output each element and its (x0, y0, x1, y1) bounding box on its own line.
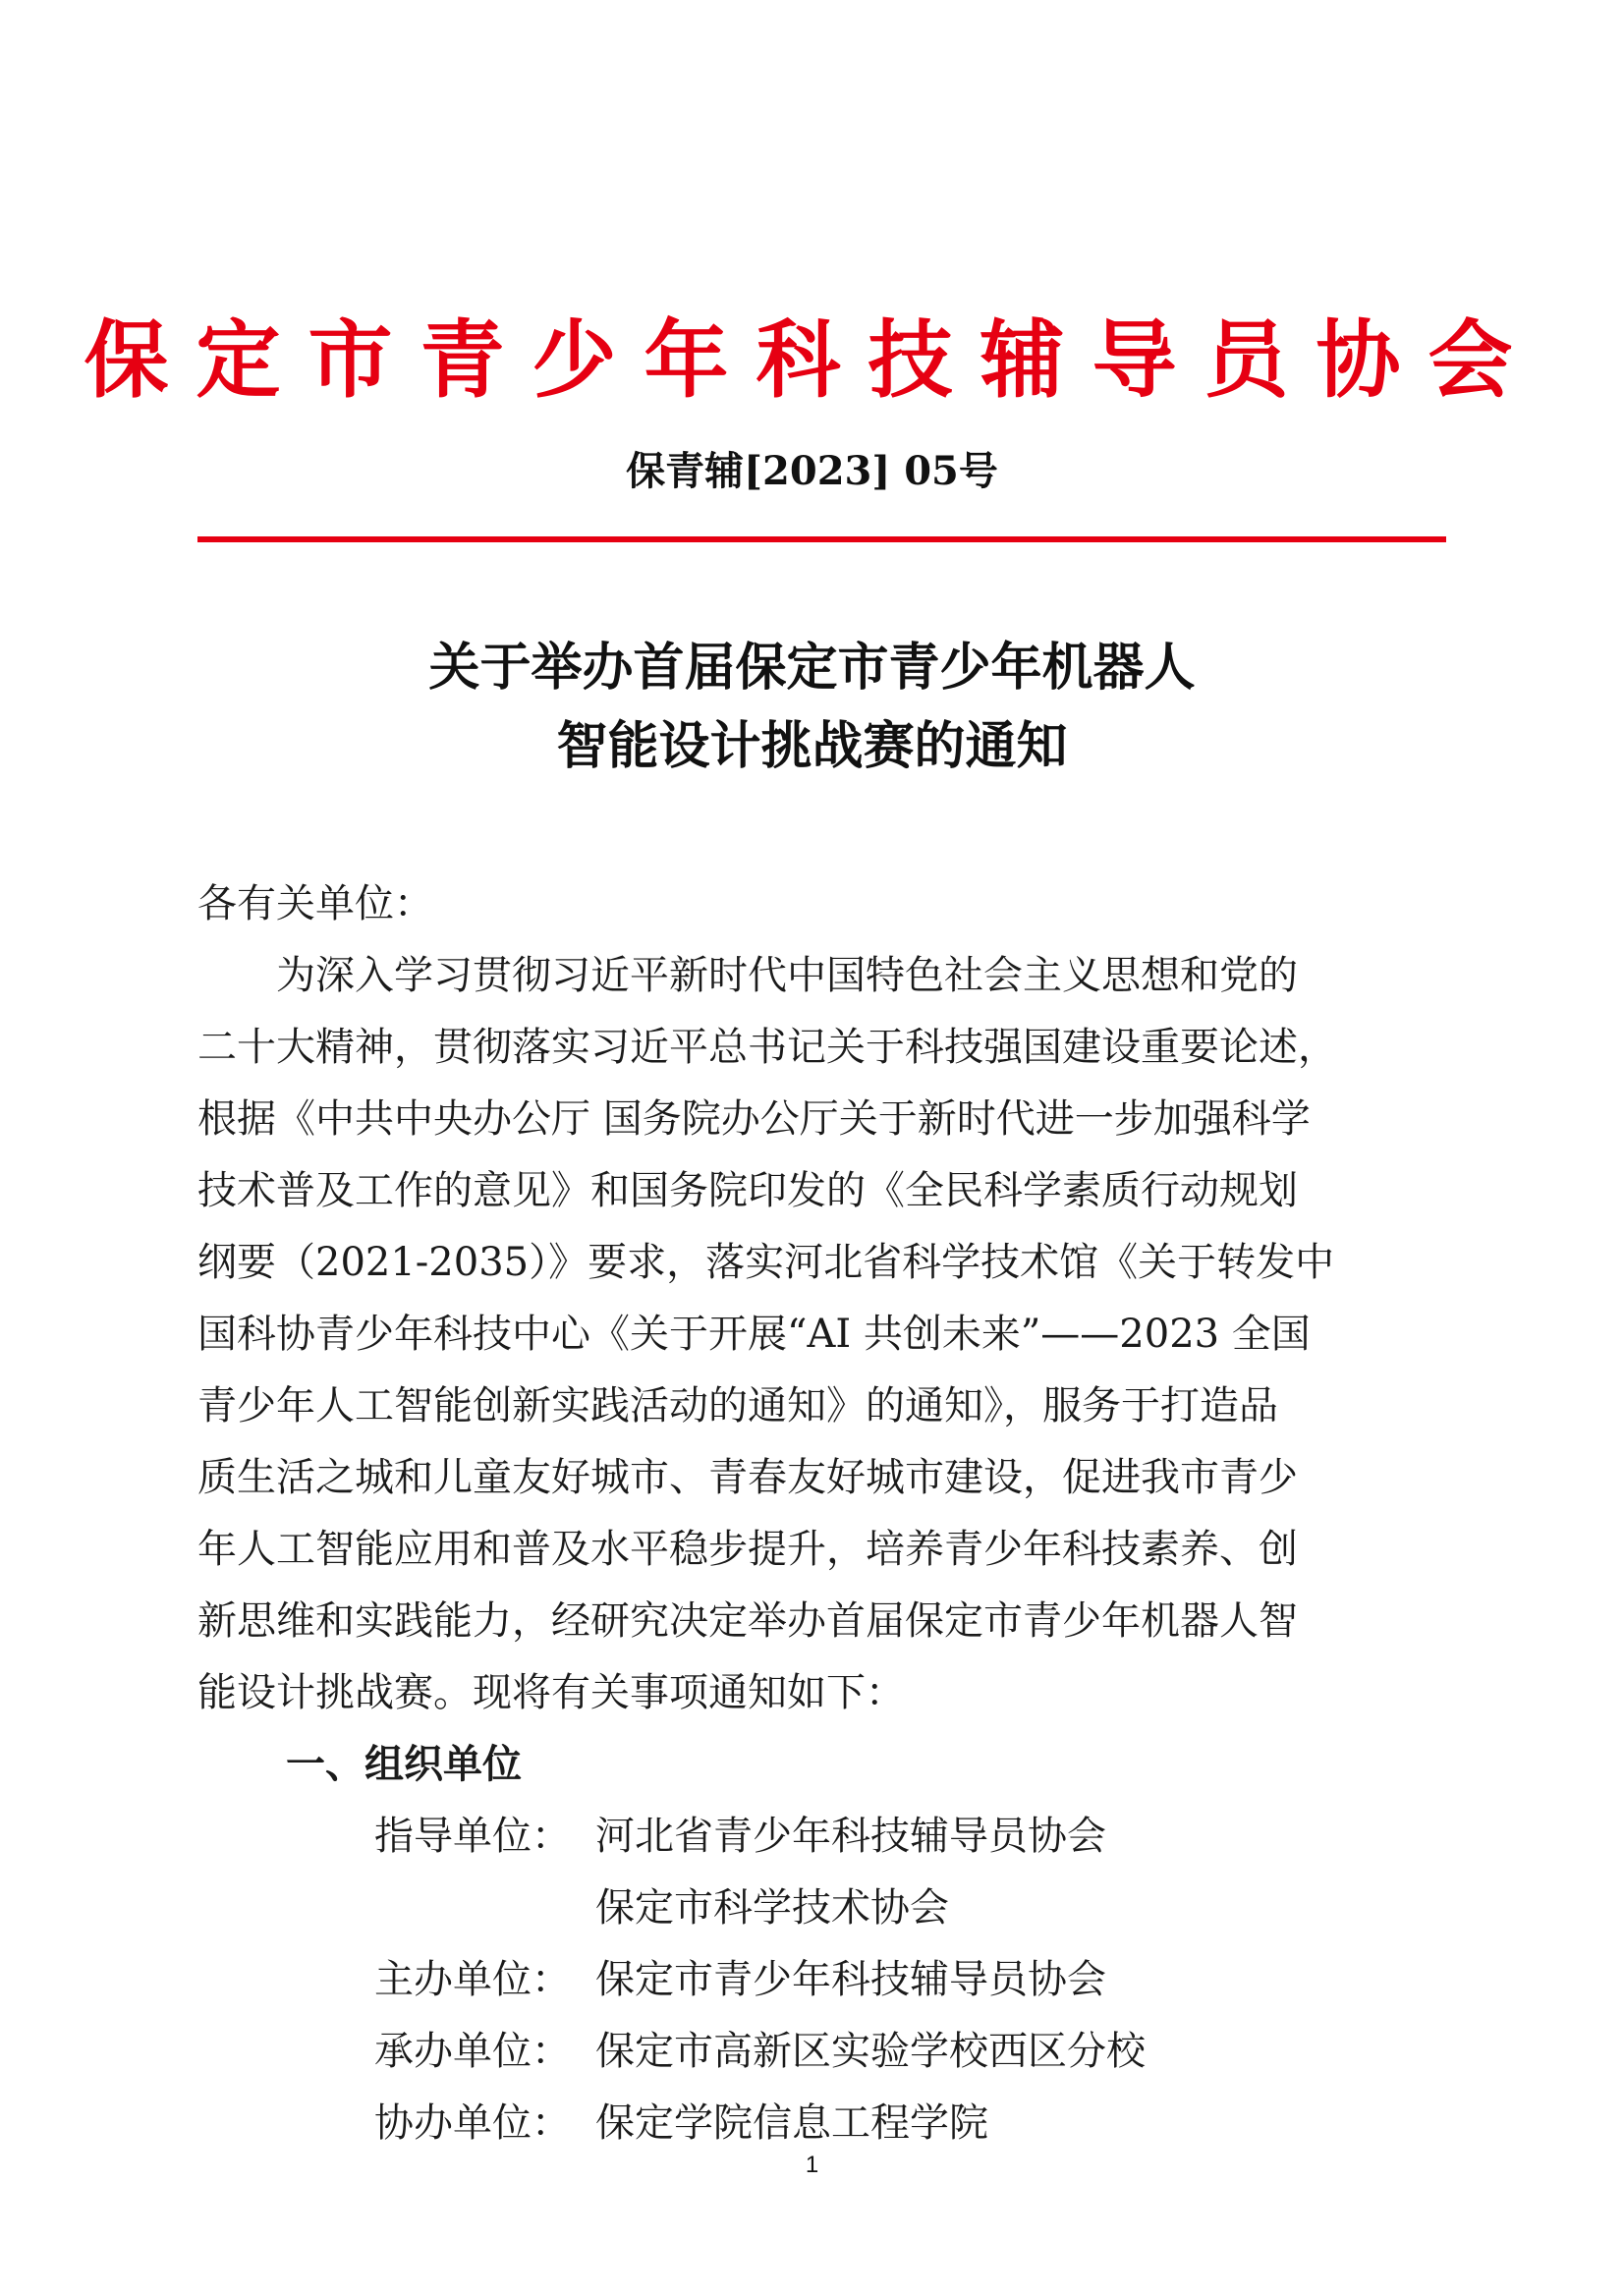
document-body (197, 868, 1446, 2159)
guide-unit-value-2: 保定市科学技术协会 (595, 1885, 949, 1931)
co-organizer-unit-value: 保定学院信息工程学院 (595, 2100, 988, 2146)
title-line-1: 关于举办首届保定市青少年机器人 (428, 639, 1196, 698)
paragraph-line-5: 纲要（2021-2035）》要求，落实河北省科学技术馆《关于转发中 (197, 1240, 1335, 1285)
guide-unit-row (197, 1801, 1446, 1873)
paragraph-line-3: 根据《中共中央办公厅 国务院办公厅关于新时代进一步加强科学 (197, 1096, 1311, 1142)
title-line-2: 智能设计挑战赛的通知 (556, 717, 1068, 776)
organizer-unit-row (197, 2016, 1446, 2088)
paragraph-line-1: 为深入学习贯彻习近平新时代中国特色社会主义思想和党的 (276, 953, 1298, 998)
co-organizer-unit-row (197, 2088, 1446, 2159)
organization-header: 保定市青少年科技辅导员协会 (84, 310, 1540, 410)
guide-unit-label-spacer (197, 1873, 595, 1944)
salutation: 各有关单位： (197, 881, 433, 926)
paragraph-line-7: 青少年人工智能创新实践活动的通知》的通知》，服务于打造品 (197, 1383, 1278, 1428)
paragraph-line-8: 质生活之城和儿童友好城市、青春友好城市建设，促进我市青少 (197, 1455, 1298, 1500)
paragraph-line-2: 二十大精神，贯彻落实习近平总书记关于科技强国建设重要论述， (197, 1025, 1337, 1070)
page-number: 1 (805, 2152, 819, 2178)
guide-unit-value-1: 河北省青少年科技辅导员协会 (595, 1814, 1106, 1859)
paragraph-line-10: 新思维和实践能力，经研究决定举办首届保定市青少年机器人智 (197, 1598, 1298, 1644)
document-title (0, 629, 1624, 786)
organizer-unit-label: 承办单位： (374, 2029, 571, 2074)
paragraph-line-4: 技术普及工作的意见》和国务院印发的《全民科学素质行动规划 (197, 1168, 1298, 1213)
red-divider-rule (197, 536, 1446, 542)
host-unit-label: 主办单位： (374, 1957, 571, 2002)
co-organizer-unit-label: 协办单位： (374, 2100, 571, 2146)
paragraph-line-9: 年人工智能应用和普及水平稳步提升，培养青少年科技素养、创 (197, 1527, 1298, 1572)
host-unit-value: 保定市青少年科技辅导员协会 (595, 1957, 1106, 2002)
paragraph-line-11: 能设计挑战赛。现将有关事项通知如下： (197, 1670, 905, 1715)
guide-unit-row-2 (197, 1873, 1446, 1944)
host-unit-row (197, 1944, 1446, 2016)
guide-unit-label: 指导单位： (374, 1814, 571, 1859)
organizer-unit-value: 保定市高新区实验学校西区分校 (595, 2029, 1146, 2074)
document-number: 保青辅[2023] 05号 (626, 448, 998, 494)
section-heading-organizers: 一、组织单位 (286, 1742, 522, 1787)
paragraph-line-6: 国科协青少年科技中心《关于开展“AI 共创未来”——2023 全国 (197, 1312, 1311, 1357)
